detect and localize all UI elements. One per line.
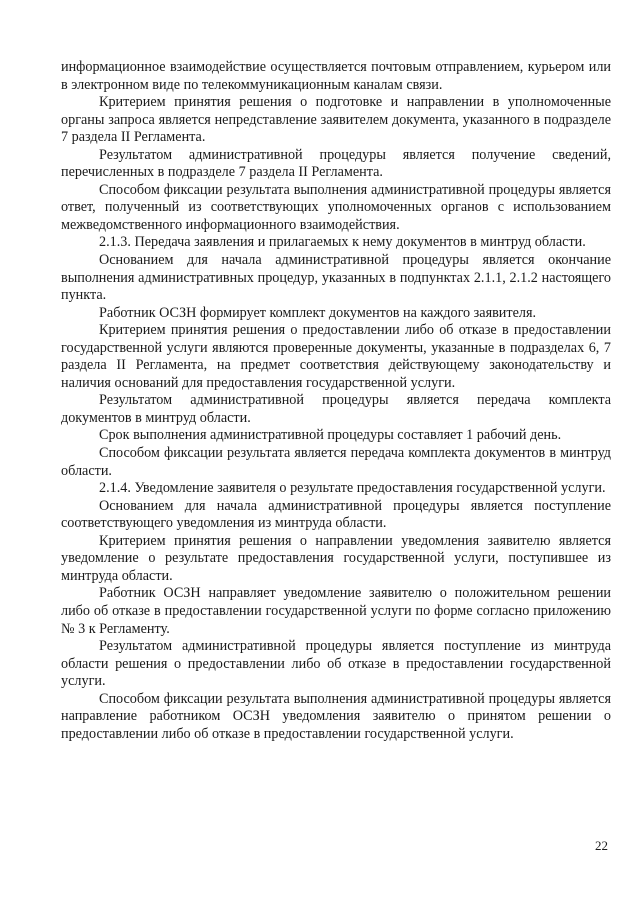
paragraph-worker-sends-notice: Работник ОСЗН направляет уведомление заявителю о положительном решении либо об отказе в предоставлении государственной услуги по форме согласно приложению № 3 к Регламенту. <box>61 585 611 637</box>
paragraph-result-decision: Результатом административной процедуры является поступление из минтруда области решения о предоставлении либо об отказе в предоставлении государственной услуги. <box>61 638 611 690</box>
paragraph-worker-forms-kit: Работник ОСЗН формирует комплект документов на каждого заявителя. <box>99 304 537 321</box>
section-heading-2-1-3: 2.1.3. Передача заявления и прилагаемых к нему документов в минтруд области. <box>99 234 586 251</box>
paragraph-criterion-notification: Критерием принятия решения о направлении уведомления заявителю является уведомление о результате предоставления государственной услуги, поступившее из минтруда области. <box>61 532 611 584</box>
section-heading-2-1-4: 2.1.4. Уведомление заявителя о результате предоставления государственной услуги. <box>99 480 606 497</box>
paragraph-deadline: Срок выполнения административной процедуры составляет 1 рабочий день. <box>99 427 562 444</box>
paragraph-fixation-notice: Способом фиксации результата выполнения административной процедуры является направление работником ОСЗН уведомления заявителю о принятом решении о предоставлении либо об отказе в предоставлении государственной услуги. <box>61 690 611 742</box>
page-number: 22 <box>595 838 608 853</box>
paragraph-result-transfer: Результатом административной процедуры является передача комплекта документов в минтруд области. <box>61 392 611 426</box>
paragraph-continuation: информационное взаимодействие осуществляется почтовым отправлением, курьером или в электронном виде по телекоммуникационным каналам связи. <box>61 59 611 93</box>
paragraph-result-info: Результатом административной процедуры является получение сведений, перечисленных в подразделе 7 раздела II Регламента. <box>61 146 611 181</box>
paragraph-criterion-request: Критерием принятия решения о подготовке и направлении в уполномоченные органы запроса является непредставление заявителем документа, указанного в подразделе 7 раздела II Регламента. <box>61 94 611 146</box>
paragraph-basis-start: Основанием для начала административной процедуры является окончание выполнения административных процедур, указанных в подпунктах 2.1.1, 2.1.2 настоящего пункта. <box>61 252 611 304</box>
body-text <box>61 59 611 743</box>
paragraph-basis-notification: Основанием для начала административной процедуры является поступление соответствующего уведомления из минтруда области. <box>61 497 611 532</box>
paragraph-fixation-response: Способом фиксации результата выполнения административной процедуры является ответ, полученный из соответствующих уполномоченных органов с использованием межведомственного информационного взаимодействия. <box>61 181 611 233</box>
paragraph-fixation-transfer: Способом фиксации результата является передача комплекта документов в минтруд области. <box>61 445 611 479</box>
paragraph-criterion-decision: Критерием принятия решения о предоставлении либо об отказе в предоставлении государственной услуги являются проверенные документы, указанные в подразделах 6, 7 раздела II Регламента, на предмет соответствия действующему законодательству и наличия оснований для предоставления государственной услуги. <box>61 322 611 391</box>
